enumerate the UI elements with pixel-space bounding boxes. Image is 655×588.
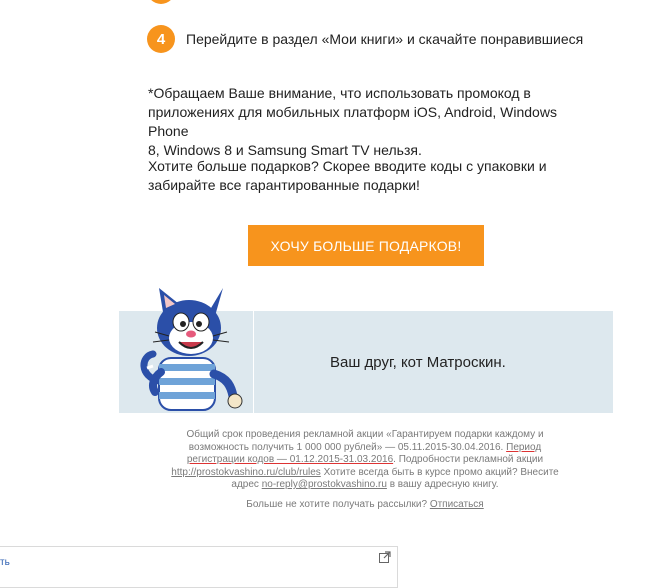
cat-icon	[119, 286, 253, 413]
promo-line: забирайте все гарантированные подарки!	[148, 177, 420, 193]
step-number: 4	[156, 30, 166, 48]
note-line: приложениях для мобильных платформ iOS, Android, Windows Phone	[148, 104, 557, 139]
step-text: Перейдите в раздел «Мои книги» и скачайте понравившиеся	[186, 31, 584, 47]
footer-text: в вашу адресную книгу.	[386, 479, 499, 490]
registration-period-link[interactable]: Период	[506, 441, 542, 453]
promo-line: Хотите больше подарков? Скорее вводите коды с упаковки и	[148, 158, 547, 174]
unsubscribe-line	[160, 499, 570, 510]
footer-text: . Подробности рекламной акции	[393, 454, 544, 465]
legal-footer	[160, 429, 570, 492]
reply-label[interactable]: ть	[0, 557, 10, 568]
unsubscribe-link[interactable]: Отписаться	[429, 499, 484, 510]
promo-code-note	[148, 84, 588, 160]
rules-link[interactable]: http://prostokvashino.ru/club/rules	[171, 466, 321, 478]
footer-text: — 05.11.2015-30.04.2016.	[382, 441, 507, 453]
note-line: 8, Windows 8 и Samsung Smart TV нельзя.	[148, 142, 422, 158]
footer-text: адрес	[231, 479, 262, 490]
step-number-badge	[147, 25, 175, 53]
reply-box[interactable]	[0, 546, 398, 588]
email-link[interactable]: no-reply@prostokvashino.ru	[261, 479, 387, 490]
more-gifts-paragraph	[148, 157, 588, 195]
previous-step-circle	[147, 0, 175, 4]
popout-icon[interactable]	[379, 551, 391, 563]
unsubscribe-text: Больше не хотите получать рассылки?	[246, 499, 430, 510]
registration-period-dates[interactable]: регистрации кодов — 01.12.2015-31.03.2016	[186, 454, 394, 465]
footer-text: Хотите всегда быть в курсе промо акций? Внесите	[320, 466, 559, 478]
banner-divider	[253, 311, 254, 413]
matroskin-cat-illustration	[119, 286, 253, 413]
want-more-gifts-button[interactable]: ХОЧУ БОЛЬШЕ ПОДАРКОВ!	[248, 225, 484, 266]
footer-text: возможность получить 1 000 000 рублей»	[188, 441, 383, 453]
signature-text: Ваш друг, кот Матроскин.	[330, 354, 506, 371]
note-line: *Обращаем Ваше внимание, что использовать промокод в	[148, 85, 531, 101]
footer-text: Общий срок проведения рекламной акции «Гарантируем подарки каждому и	[186, 429, 544, 440]
